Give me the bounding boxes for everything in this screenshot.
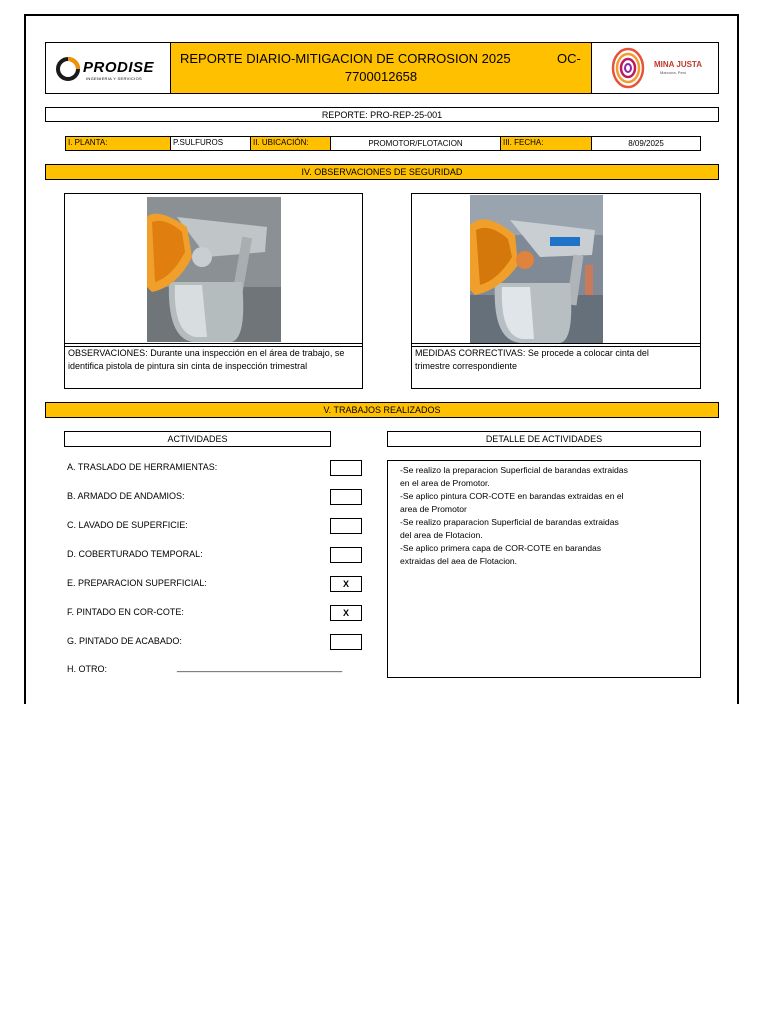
report-number: REPORTE: PRO-REP-25-001 <box>45 107 719 122</box>
corrective-text: MEDIDAS CORRECTIVAS: Se procede a colocar cinta del trimestre correspondiente <box>415 348 649 371</box>
details-line: en el area de Promotor. <box>400 478 490 488</box>
activity-checkbox[interactable] <box>330 518 362 534</box>
activity-label: F. PINTADO EN COR-COTE: <box>67 607 184 617</box>
activity-checkbox[interactable] <box>330 634 362 650</box>
observation-text: OBSERVACIONES: Durante una inspección en el área de trabajo, se identifica pistola de pintura sin cinta de inspección trimestral <box>68 348 345 371</box>
plant-value: P.SULFUROS <box>170 136 251 151</box>
header-oc-label: OC- <box>557 51 581 66</box>
header-logo-left-cell <box>45 42 171 94</box>
details-line: area de Promotor <box>400 504 467 514</box>
prodise-logo-tagline: INGENIERIA Y SERVICIOS <box>86 76 142 81</box>
activity-label: G. PINTADO DE ACABADO: <box>67 636 182 646</box>
details-line: -Se aplico pintura COR-COTE en barandas extraidas en el <box>400 491 624 501</box>
mina-justa-logo-icon <box>610 46 646 90</box>
date-value: 8/09/2025 <box>591 136 701 151</box>
prodise-logo-text: PRODISE <box>83 59 155 76</box>
mina-justa-logo-tagline: Marcona, Perú <box>660 70 687 75</box>
activity-checkbox[interactable] <box>330 547 362 563</box>
other-label: H. OTRO: <box>67 664 107 674</box>
prodise-logo-icon <box>54 55 82 83</box>
header-title-cell <box>170 42 592 94</box>
corrective-photo <box>470 195 603 343</box>
location-label: II. UBICACIÓN: <box>250 136 331 151</box>
date-label: III. FECHA: <box>500 136 592 151</box>
other-line[interactable]: _________________________________ <box>177 662 343 672</box>
activity-label: E. PREPARACION SUPERFICIAL: <box>67 578 207 588</box>
safety-section-title: IV. OBSERVACIONES DE SEGURIDAD <box>45 164 719 180</box>
observation-photo <box>147 197 281 342</box>
activity-label: D. COBERTURADO TEMPORAL: <box>67 549 203 559</box>
activities-header: ACTIVIDADES <box>64 431 331 447</box>
details-line: -Se realizo praparacion Superficial de barandas extraidas <box>400 517 619 527</box>
header-logo-right-cell <box>591 42 719 94</box>
plant-label: I. PLANTA: <box>65 136 171 151</box>
spray-gun-image-icon <box>147 197 281 342</box>
header-title: REPORTE DIARIO-MITIGACION DE CORROSION 2025 <box>180 51 511 66</box>
activity-label: A. TRASLADO DE HERRAMIENTAS: <box>67 462 218 472</box>
activity-checkbox[interactable] <box>330 460 362 476</box>
activity-checkbox[interactable] <box>330 489 362 505</box>
location-value: PROMOTOR/FLOTACION <box>330 136 501 151</box>
activity-label: C. LAVADO DE SUPERFICIE: <box>67 520 188 530</box>
works-section-title: V. TRABAJOS REALIZADOS <box>45 402 719 418</box>
details-header: DETALLE DE ACTIVIDADES <box>387 431 701 447</box>
activity-label: B. ARMADO DE ANDAMIOS: <box>67 491 185 501</box>
header-oc-number: 7700012658 <box>344 69 418 84</box>
spray-gun-taped-image-icon <box>470 195 603 343</box>
details-line: del area de Flotacion. <box>400 530 483 540</box>
activity-checkbox[interactable]: X <box>330 576 362 592</box>
details-line: extraidas del aea de Flotacion. <box>400 556 518 566</box>
details-line: -Se aplico primera capa de COR-COTE en barandas <box>400 543 602 553</box>
details-line: -Se realizo la preparacion Superficial de barandas extraidas <box>400 465 628 475</box>
mina-justa-logo-text: MINA JUSTA <box>654 60 702 69</box>
activity-checkbox[interactable]: X <box>330 605 362 621</box>
